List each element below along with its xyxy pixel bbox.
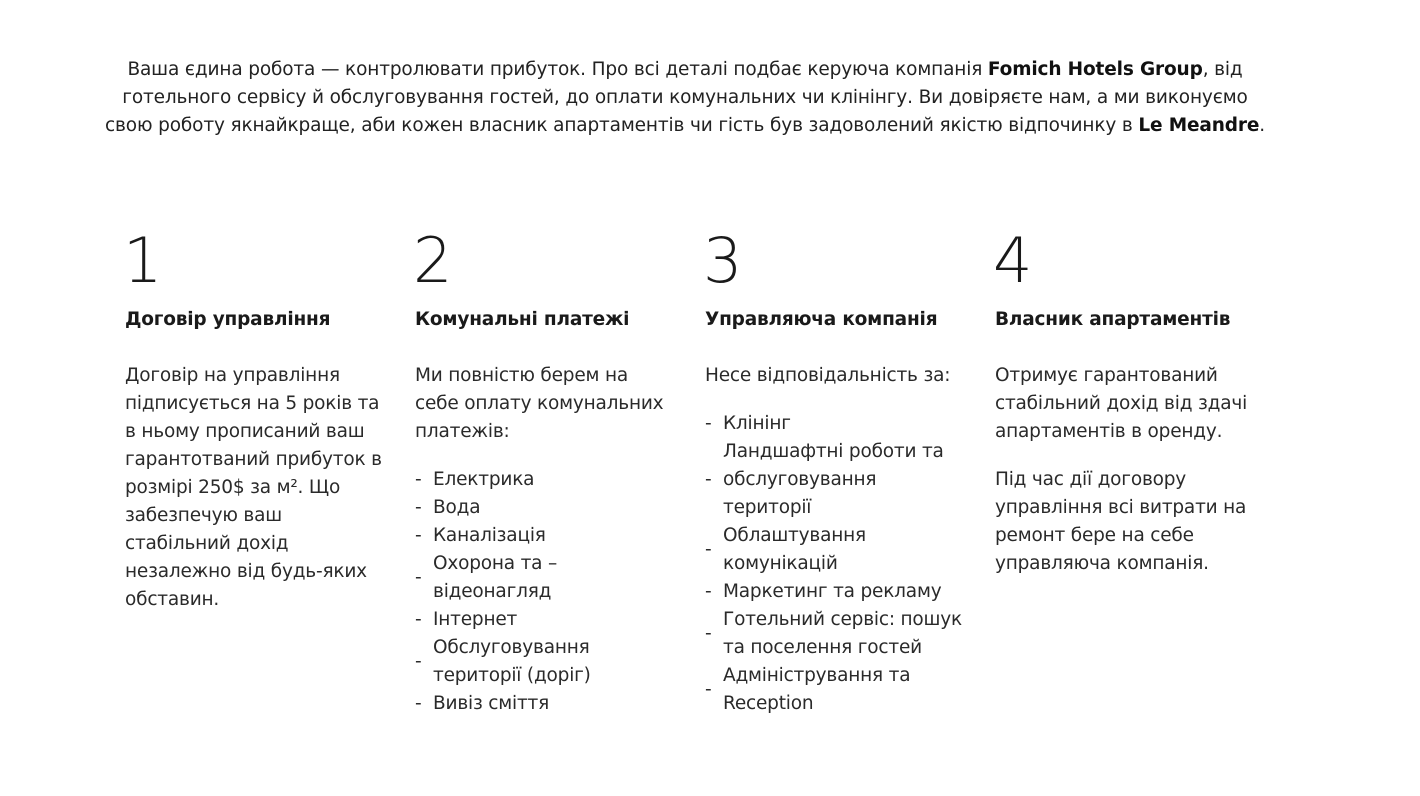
list-item-text: Охорона та – відеонагляд bbox=[433, 553, 558, 602]
list-item bbox=[415, 550, 677, 606]
step-title: Управляюча компанія bbox=[705, 309, 938, 330]
dash-marker: - bbox=[415, 609, 422, 630]
list-item-text: Маркетинг та рекламу bbox=[723, 581, 942, 602]
dash-marker: - bbox=[415, 497, 422, 518]
list-item-text: Інтернет bbox=[433, 609, 518, 630]
dash-marker: - bbox=[415, 693, 422, 714]
list-item-text: Готельний сервіс: пошук та поселення гостей bbox=[723, 609, 962, 658]
list-item bbox=[415, 466, 677, 494]
dash-marker: - bbox=[705, 623, 712, 644]
feature-column-2 bbox=[415, 226, 677, 718]
feature-column-3 bbox=[705, 226, 967, 718]
step-description: Несе відповідальність за: bbox=[705, 365, 951, 386]
list-item bbox=[705, 438, 967, 522]
step-description: Ми повністю берем на себе оплату комунальних платежів: bbox=[415, 365, 664, 442]
list-item bbox=[415, 690, 677, 718]
list-item-text: Адміністрування та Reception bbox=[723, 665, 911, 714]
dash-marker: - bbox=[705, 581, 712, 602]
step-description: Отримує гарантований стабільний дохід від здачі апартаментів в оренду. bbox=[995, 365, 1248, 442]
step-number: 1 bbox=[123, 224, 163, 297]
list-item-text: Обслуговування території (доріг) bbox=[433, 637, 591, 686]
step-title: Договір управління bbox=[125, 309, 331, 330]
intro-part-3: . bbox=[1259, 115, 1265, 136]
list-item bbox=[415, 606, 677, 634]
step-description-extra: Під час дії договору управління всі витрати на ремонт бере на себе управляюча компанія. bbox=[995, 469, 1247, 574]
step-number: 4 bbox=[993, 224, 1033, 297]
list-item-text: Облаштування комунікацій bbox=[723, 525, 866, 574]
list-item-text: Вивіз сміття bbox=[433, 693, 550, 714]
list-item bbox=[415, 494, 677, 522]
list-item bbox=[705, 522, 967, 578]
responsibilities-list bbox=[705, 410, 967, 718]
step-description: Договір на управління підписується на 5 років та в ньому прописаний ваш гарантотваний прибуток в розмірі 250$ за м². Що забезпечую ваш стабільний дохід незалежно від будь-яких обставин. bbox=[125, 365, 382, 610]
list-item bbox=[415, 634, 677, 690]
step-number: 2 bbox=[413, 224, 453, 297]
intro-part-1: Ваша єдина робота — контролювати прибуток. Про всі деталі подбає керуюча компанія bbox=[127, 59, 988, 80]
list-item-text: Ландшафтні роботи та обслуговування території bbox=[723, 441, 944, 518]
feature-column-4 bbox=[995, 226, 1257, 578]
dash-marker: - bbox=[705, 413, 712, 434]
place-name: Le Meandre bbox=[1138, 115, 1260, 136]
utilities-list bbox=[415, 466, 677, 718]
dash-marker: - bbox=[415, 651, 422, 672]
list-item bbox=[705, 606, 967, 662]
list-item-text: Вода bbox=[433, 497, 481, 518]
dash-marker: - bbox=[415, 469, 422, 490]
step-title: Комунальні платежі bbox=[415, 309, 630, 330]
list-item bbox=[415, 522, 677, 550]
dash-marker: - bbox=[415, 525, 422, 546]
list-item-text: Електрика bbox=[433, 469, 535, 490]
step-title: Власник апартаментів bbox=[995, 309, 1231, 330]
list-item bbox=[705, 410, 967, 438]
dash-marker: - bbox=[705, 539, 712, 560]
feature-column-1 bbox=[125, 226, 387, 614]
step-number: 3 bbox=[703, 224, 743, 297]
list-item bbox=[705, 662, 967, 718]
intro-part-2: , від готельного сервісу й обслуговування гостей, до оплати комунальних чи клінінгу. Ви довіряєте нам, а ми виконуємо свою роботу якнайкраще, аби кожен власник апартаментів чи гість був задоволений якістю відпочинку в bbox=[105, 59, 1248, 136]
list-item bbox=[705, 578, 967, 606]
intro-text bbox=[100, 56, 1270, 140]
list-item-text: Каналізація bbox=[433, 525, 546, 546]
dash-marker: - bbox=[705, 679, 712, 700]
company-name: Fomich Hotels Group bbox=[987, 59, 1203, 80]
dash-marker: - bbox=[705, 469, 712, 490]
list-item-text: Клінінг bbox=[723, 413, 791, 434]
dash-marker: - bbox=[415, 567, 422, 588]
